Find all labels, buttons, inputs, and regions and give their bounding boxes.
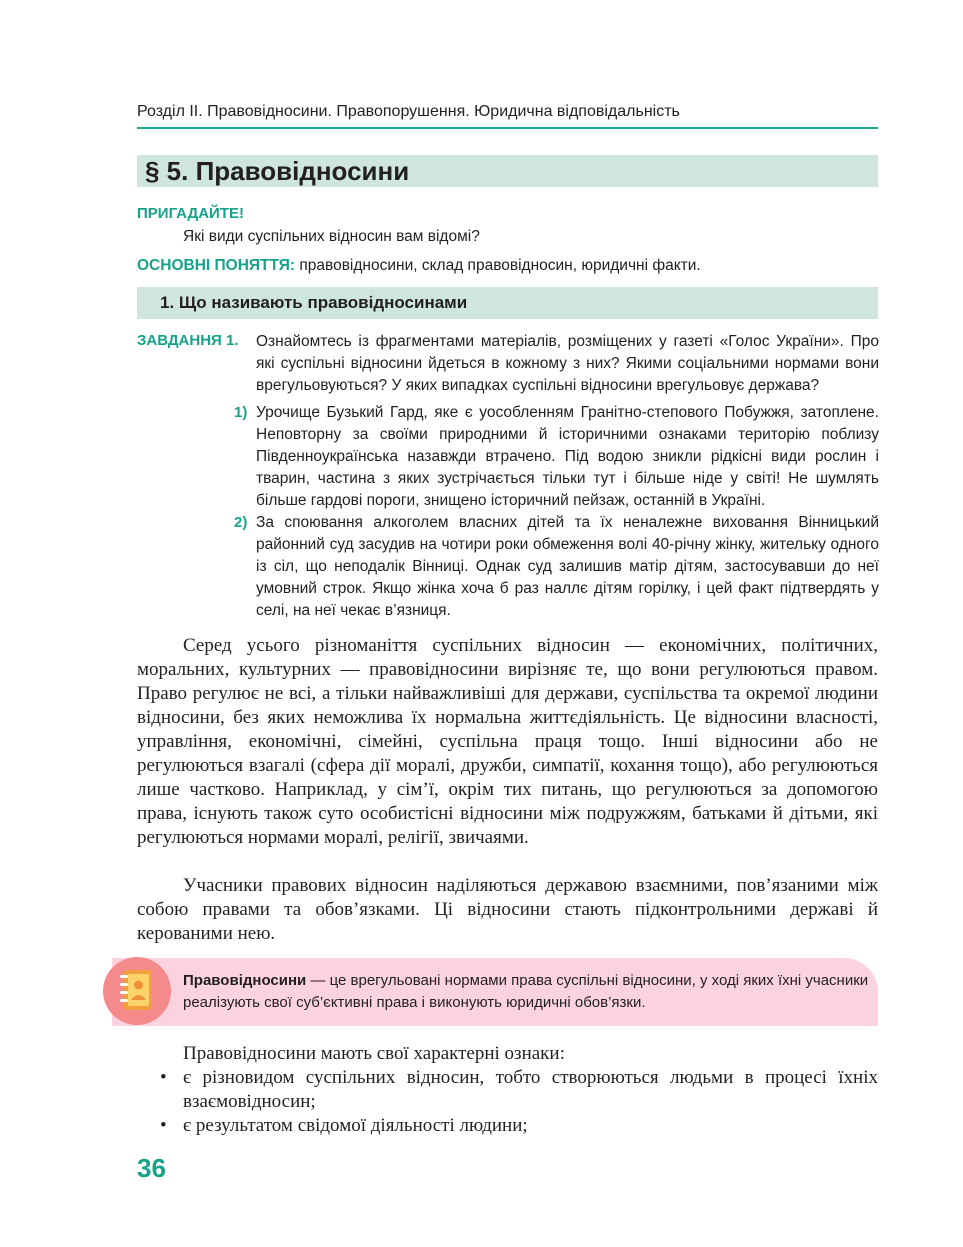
key-concepts <box>137 256 878 275</box>
key-concepts-label: ОСНОВНІ ПОНЯТТЯ: <box>137 257 296 274</box>
recall-label: ПРИГАДАЙТЕ! <box>137 205 244 222</box>
header-divider <box>137 127 878 129</box>
bullet-icon: • <box>160 1067 167 1088</box>
recall-question: Які види суспільних відносин вам відомі? <box>183 228 480 245</box>
body-paragraph: Правовідносини мають свої характерні ознаки: <box>183 1043 565 1064</box>
task-item-number: 2) <box>234 514 248 531</box>
section-title: 1. Що називають правовідносинами <box>160 293 468 312</box>
task-label: ЗАВДАННЯ 1. <box>137 332 239 349</box>
running-header: Розділ ІІ. Правовідносини. Правопорушення. Юридична відповідальність <box>137 103 680 120</box>
bullet-icon: • <box>160 1115 167 1136</box>
key-concepts-text: правовідносини, склад правовідносин, юридичні факти. <box>295 257 701 274</box>
page-title: § 5. Правовідносини <box>145 156 410 186</box>
body-paragraph: Серед усього різноманіття суспільних відносин — економічних, політичних, моральних, культурних — правовідносини вирізняє те, що вони регулюються правом. Право регулює не всі, а тільки найважливіші для держави, суспільства та окремої людини відносини, без яких неможлива їх нормальна життєдіяльність. Це відносини власності, управління, економічні, сімейні, суспільна праця тощо. Інші відносини або не регулюються взагалі (сфера дії моралі, дружби, симпатії, кохання тощо), або регулюються лише частково. Наприклад, у сім’ї, окрім тих питань, що регулюються за допомогою права, існують також суто особистісні відносини між подружжям, батьками й дітьми, які регулюються нормами моралі, релігії, звичаями. <box>137 635 878 848</box>
definition-text <box>183 970 873 1014</box>
task-item-number: 1) <box>234 404 248 421</box>
list-item: є результатом свідомої діяльності людини; <box>183 1115 528 1136</box>
list-item: є різновидом суспільних відносин, тобто створюються людьми в процесі їхніх взаємовідносин; <box>183 1067 878 1112</box>
notebook-person-icon <box>103 957 171 1025</box>
task-item-text: За споювання алкоголем власних дітей та їх неналежне виховання Вінницький районний суд засудив на чотири роки обмеження волі 40-річну жінку, жительку одного із сіл, що неподалік Вінниці. Однак суд залишив матір дітям, застосувавши до неї умовний строк. Якщо жінка хоча б раз наллє дітям горілку, і цей факт підтвердять у селі, на неї чекає в’язниця. <box>256 514 879 619</box>
task-text: Ознайомтесь із фрагментами матеріалів, розміщених у газеті «Голос України». Про які суспільні відносини йдеться в кожному з них? Якими соціальними нормами вони врегульовуються? У яких випадках суспільні відносини врегульовує держава? <box>256 333 879 394</box>
definition-term: Правовідносини <box>183 972 307 989</box>
body-paragraph: Учасники правових відносин наділяються державою взаємними, пов’язаними між собою правами та обов’язками. Ці відносини стають підконтрольними державі й керованими нею. <box>137 875 878 944</box>
page-number: 36 <box>137 1153 166 1183</box>
definition-body: — це врегульовані нормами права суспільні відносини, у ході яких їхні учасники реалізують свої суб’єктивні права і виконують юридичні обов’язки. <box>183 972 869 1011</box>
task-item-text: Урочище Бузький Гард, яке є уособленням Гранітно-степового Побужжя, затоплене. Неповторну за своїми природними й історичними ознаками територію поблизу Південноукраїнська назавжди втрачено. Під водою зникли рідкісні види рослин і тварин, частина з яких зустрічається тільки тут і більше ніде у світі! Не шумлять більше гардові пороги, знищено історичний пейзаж, останній в Україні. <box>256 404 879 509</box>
